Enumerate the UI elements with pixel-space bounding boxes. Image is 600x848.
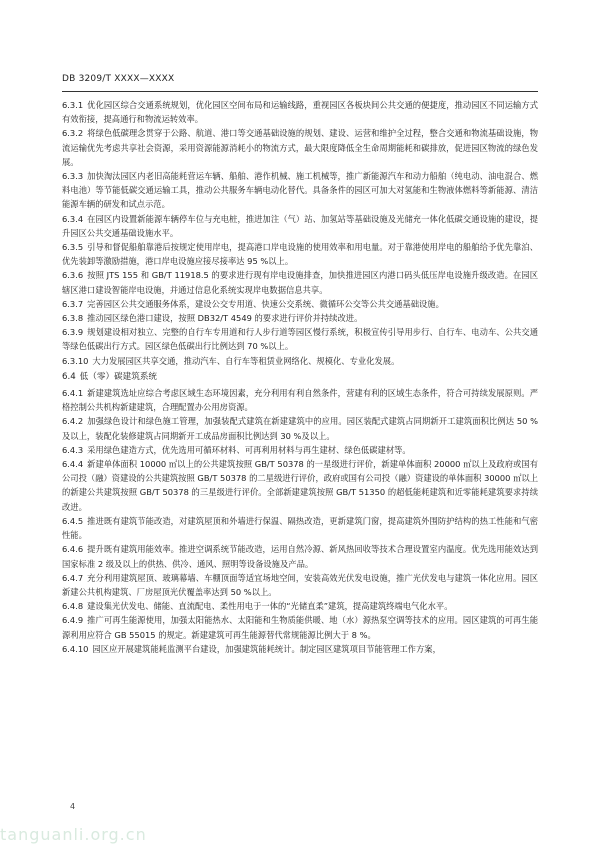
clause-6-4-2 [62,414,538,442]
clause-number: 6.4.9 [62,615,84,626]
clause-text: 新建建筑选址应综合考虑区域生态环境因素，充分利用有利自然条件，营建有利的区域生态条件，符合可持续发展原则。严格控制公共机构新建建筑，合理配置办公用房资源。 [62,388,538,413]
clause-number: 6.3.10 [62,355,89,366]
clause-6-3-4 [62,212,538,240]
clause-6-4-4 [62,457,538,514]
clause-6-3-7 [62,297,538,311]
clause-number: 6.3.9 [62,327,84,338]
clause-number: 6.3.3 [62,171,84,182]
clause-text: 在园区内设置新能源车辆停车位与充电桩，推进加注（气）站、加氢站等基础设施及光储充一体化低碳交通设施的建设，提升园区公共交通基础设施水平。 [62,213,538,238]
clause-number: 6.4.4 [62,459,84,470]
document-body [62,98,538,656]
clause-text: 推进既有建筑节能改造，对建筑屋顶和外墙进行保温、隔热改造，更新建筑门窗，提高建筑外围防护结构的热工性能和气密性能。 [62,515,538,541]
clause-number: 6.3.2 [62,128,84,139]
clause-6-4-10 [62,642,538,656]
clause-text: 加快淘汰园区内老旧高能耗营运车辆、船舶、港作机械、施工机械等，推广新能源汽车和动力船舶（纯电动、油电混合、燃料电池）等节能低碳交通运输工具，推动公共服务车辆电动化替代。具备条件的园区可加大对氢能和生物液体燃料等新能源、清洁能源车辆的研发和试点示范。 [62,171,538,210]
header-rule [62,91,538,92]
clause-number: 6.4.3 [62,444,84,455]
clause-text: 完善园区公共交通服务体系，建设公交专用道、快速公交系统、微循环公交等公共交通基础设施。 [87,298,444,309]
clause-text: 将绿色低碳理念贯穿于公路、航道、港口等交通基础设施的规划、建设、运营和维护全过程，整合交通和物流基础设施，物流运输优先考虑共享社会资源，采用资源能源消耗小的物流方式，最大限度降低全生命周期能耗和碳排放，促进园区物流的绿色发展。 [62,128,538,167]
clause-text: 规划建设相对独立、完整的自行车专用道和行人步行道等园区慢行系统，积极宣传引导用步行、自行车、电动车、公共交通等绿色低碳出行方式。园区绿色低碳出行比例达到 70 %以上。 [62,327,538,352]
clause-6-3-8 [62,311,538,325]
clause-text: 按照 JTS 155 和 GB/T 11918.5 的要求进行现有岸电设施排查，加快推进园区内港口码头低压岸电设施升级改造。在园区辖区港口建设智能岸电设施，并通过信息化系统实现岸电数据信息共享。 [62,270,538,295]
clause-6-3-1 [62,98,538,126]
clause-text: 加强绿色设计和绿色施工管理，加强装配式建筑在新建建筑中的应用。园区装配式建筑占同期新开工建筑面积比例达 50 %及以上，装配化装修建筑占同期新开工成品房面积比例达到 30 %及以上。 [62,416,538,441]
section-title: 低（零）碳建筑系统 [79,371,158,382]
clause-6-3-5 [62,240,538,268]
clause-6-4-6 [62,542,538,570]
clause-text: 建设集光伏发电、储能、直流配电、柔性用电于一体的“光储直柔”建筑，提高建筑终端电气化水平。 [87,601,453,612]
section-heading-6-4 [62,370,538,384]
clause-text: 推广可再生能源使用，加强太阳能热水、太阳能和生物质能供暖、地（水）源热泵空调等技术的应用。园区建筑的可再生能源利用应符合 GB 55015 的规定。新建建筑可再生能源替代常规能源比例大于 8 %。 [62,615,538,640]
clause-6-3-10 [62,354,538,368]
clause-6-4-5 [62,514,538,542]
clause-text: 推动园区绿色港口建设，按照 DB32/T 4549 的要求进行评价并持续改进。 [87,313,363,324]
clause-number: 6.3.1 [62,100,84,110]
clause-text: 提升既有建筑用能效率。推进空调系统节能改造，运用自然冷源、新风热回收等技术合理设置室内温度。优先选用能效达到国家标准 2 级及以上的供热、供冷、通风、照明等设备设施及产品。 [62,544,538,569]
section-number: 6.4 [62,371,76,382]
clause-text: 新建单体面积 10000 ㎡以上的公共建筑按照 GB/T 50378 的一星级进行评价，新建单体面积 20000 ㎡以上及政府或国有公司投（融）资建设的公共建筑按照 GB/T 50378 的二星级进行评价，政府或国有公司投（融）资建设的单体面积 30000 ㎡以上的新建公共建筑按照 GB/T 50378 的三星级进行评价。全部新建建筑按照 GB/T 51350 的超低能耗建筑和近零能耗建筑要求持续改进。 [62,459,538,512]
section-6-4-paragraphs [62,386,538,656]
clause-number: 6.4.2 [62,416,84,427]
clause-number: 6.3.6 [62,270,84,281]
clause-6-4-3 [62,443,538,457]
clause-6-3-6 [62,268,538,296]
clause-number: 6.4.8 [62,601,84,612]
clause-text: 大力发展园区共享交通，推动汽车、自行车等租赁业网络化、规模化、专业化发展。 [92,355,400,366]
clause-6-3-2 [62,126,538,169]
clause-6-4-9 [62,613,538,641]
section-6-3-paragraphs [62,98,538,368]
clause-6-4-1 [62,386,538,414]
clause-number: 6.3.8 [62,313,84,324]
clause-6-3-9 [62,325,538,353]
clause-number: 6.4.7 [62,572,84,583]
clause-text: 优化园区综合交通系统规划，优化园区空间布局和运输线路，重视园区各板块间公共交通的便捷度，推动园区不同运输方式有效衔接，提高通行和物流运转效率。 [62,100,538,125]
document-number: DB 3209/T XXXX—XXXX [62,74,175,84]
clause-number: 6.3.4 [62,213,84,224]
clause-text: 充分利用建筑屋顶、玻璃幕墙、车棚顶面等适宜场地空间，安装高效光伏发电设施，推广光伏发电与建筑一体化应用。园区新建公共机构建筑、厂房屋顶光伏覆盖率达到 50 %以上。 [62,572,538,597]
clause-number: 6.4.6 [62,544,84,555]
site-watermark: tanguanli.org.cn [0,825,147,844]
clause-6-4-8 [62,599,538,613]
clause-number: 6.4.1 [62,388,84,399]
clause-number: 6.3.7 [62,298,84,309]
clause-number: 6.3.5 [62,242,84,253]
page-number: 4 [70,802,76,811]
clause-text: 采用绿色建造方式，优先选用可循环材料、可再利用材料与再生建材、绿色低碳建材等。 [87,444,411,455]
clause-number: 6.4.5 [62,515,84,526]
clause-text: 引导和督促船舶靠港后按规定使用岸电，提高港口岸电设施的使用效率和用电量。对于靠港使用岸电的船舶给予优先靠泊、优先装卸等激励措施，港口岸电设施应接尽接率达 95 %以上。 [62,242,538,267]
clause-6-4-7 [62,571,538,599]
clause-6-3-3 [62,169,538,212]
clause-text: 园区应开展建筑能耗监测平台建设，加强建筑能耗统计。制定园区建筑项目节能管理工作方案， [92,643,441,654]
clause-number: 6.4.10 [62,643,89,654]
